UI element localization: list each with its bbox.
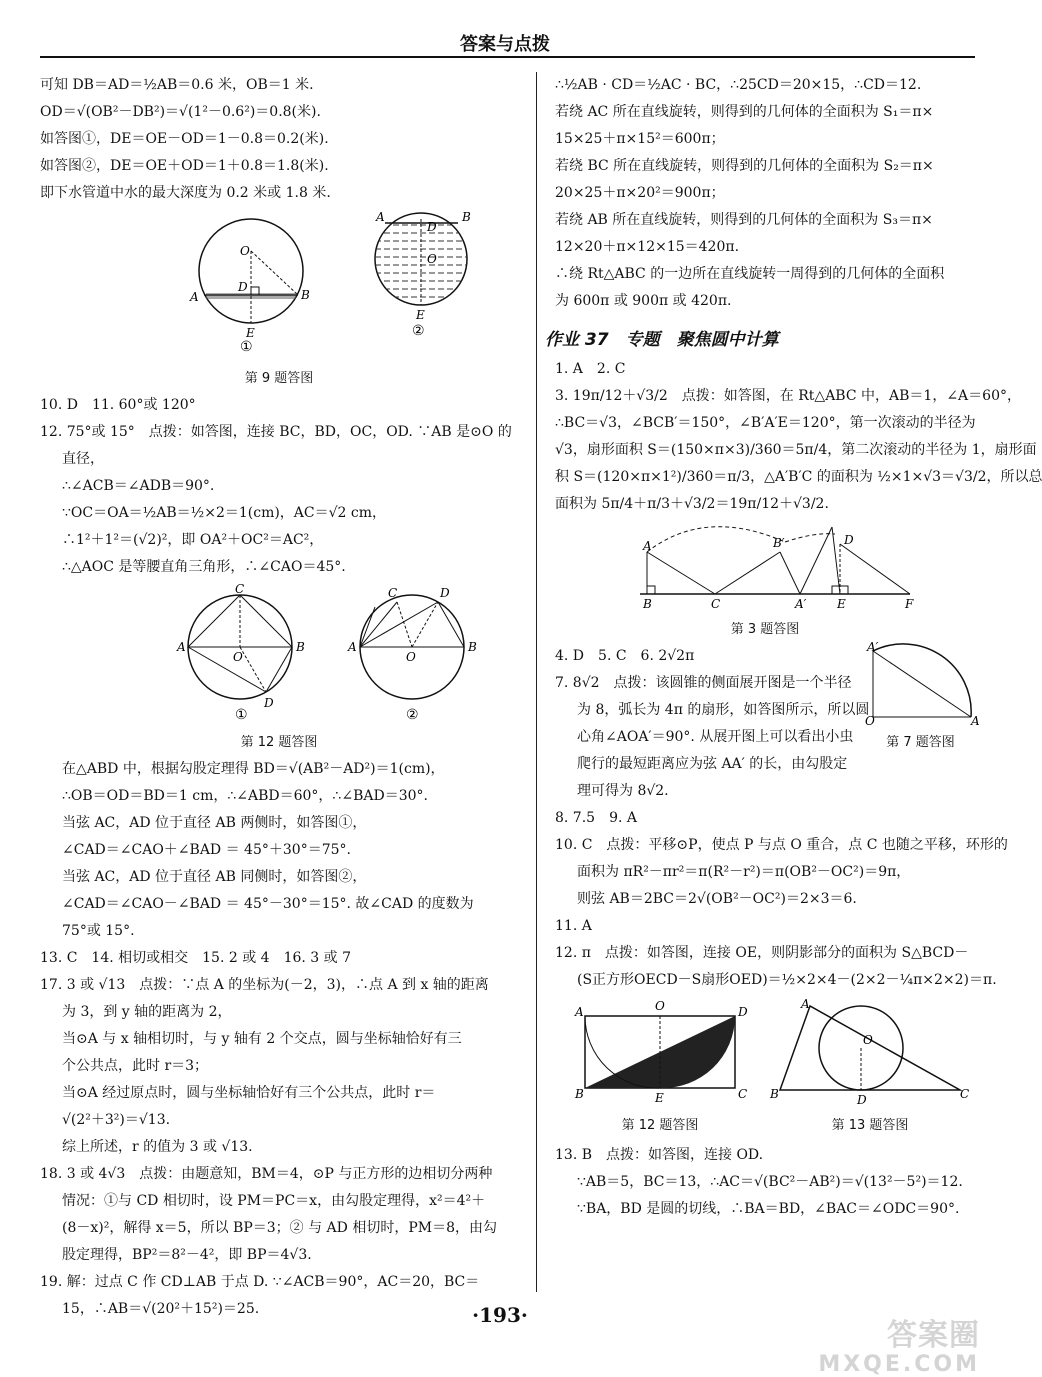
svg-text:E: E — [655, 1091, 664, 1105]
svg-text:O: O — [655, 999, 665, 1013]
text-line: 13. B 点拨：如答图，连接 OD. — [555, 1147, 764, 1163]
text-line: 20×25＋π×20²＝900π； — [555, 185, 725, 201]
svg-text:O: O — [233, 650, 243, 664]
svg-text:O: O — [865, 714, 875, 728]
figure-7-diagram — [863, 640, 980, 728]
text-line: 7. 8√2 点拨：该圆锥的侧面展开图是一个半径 — [555, 675, 852, 691]
text-line: ∴1²＋1²＝(√2)²，即 OA²＋OC²＝AC²， — [62, 532, 324, 548]
svg-text:B: B — [575, 1087, 584, 1101]
text-line: 当⊙A 与 x 轴相切时，与 y 轴有 2 个交点，圆与坐标轴恰好有三 — [62, 1031, 462, 1047]
figure-3-caption: 第 3 题答图 — [730, 622, 800, 637]
svg-text:A: A — [643, 539, 652, 553]
text-line: 11. A — [555, 918, 592, 934]
svg-text:C: C — [960, 1087, 970, 1101]
right-column — [545, 72, 1042, 1223]
svg-text:A: A — [575, 1005, 584, 1019]
text-line: 为 8，弧长为 4π 的扇形，如答图所示，所以圆 — [577, 702, 870, 718]
svg-text:A: A — [376, 210, 385, 224]
figure-3 — [555, 522, 975, 637]
page-header: 答案与点拨 — [460, 34, 550, 55]
svg-text:B: B — [462, 210, 471, 224]
text-line: 个公共点，此时 r＝3； — [62, 1058, 209, 1074]
svg-text:O: O — [863, 1033, 873, 1047]
page-number: ·193· — [472, 1303, 528, 1327]
figure-9-caption: 第 9 题答图 — [244, 371, 314, 386]
text-line: √(2²＋3²)＝√13. — [62, 1112, 171, 1128]
text-line: 即下水管道中水的最大深度为 0.2 米或 1.8 米. — [40, 185, 331, 201]
text-line: ∴∠ACB＝∠ADB＝90°. — [62, 478, 215, 494]
text-line: 10. D 11. 60°或 120° — [40, 397, 196, 413]
text-line: 3. 19π/12＋√3/2 点拨：如答图，在 Rt△ABC 中，AB＝1，∠A＝60°， — [555, 388, 1021, 404]
svg-text:A: A — [801, 997, 810, 1011]
figures-12-13 — [555, 998, 975, 1138]
svg-text:O: O — [240, 244, 250, 258]
svg-text:D: D — [427, 220, 437, 234]
header-rule — [40, 56, 975, 58]
svg-text:A: A — [971, 714, 980, 728]
svg-text:B: B — [296, 640, 305, 654]
text-line: 4. D 5. C 6. 2√2π — [555, 648, 695, 664]
svg-text:A′: A′ — [867, 640, 879, 654]
figure-12-left — [40, 582, 518, 750]
text-line: 则弦 AB＝2BC＝2√(OB²－OC²)＝2×3＝6. — [577, 891, 857, 907]
text-line: 75°或 15°. — [62, 923, 135, 939]
svg-text:A: A — [348, 640, 357, 654]
column-divider — [536, 72, 537, 1292]
text-line: 心角∠AOA′＝90°. 从展开图上可以看出小虫 — [577, 729, 854, 745]
svg-text:C: C — [738, 1087, 748, 1101]
text-line: 在△ABD 中，根据勾股定理得 BD＝√(AB²－AD²)＝1(cm)， — [62, 761, 445, 777]
text-line: 15×25＋π×15²＝600π； — [555, 131, 725, 147]
text-line: ∠CAD＝∠CAO－∠BAD ＝ 45°－30°＝15°. 故∠CAD 的度数为 — [62, 896, 474, 912]
watermark-logo — [780, 1310, 980, 1377]
section-title: 作业 37 专题 聚焦圆中计算 — [545, 330, 779, 350]
text-line: 1. A 2. C — [555, 361, 626, 377]
svg-text:O: O — [406, 650, 416, 664]
figure-13-caption: 第 13 题答图 — [831, 1118, 909, 1133]
text-line: ∴½AB · CD＝½AC · BC，∴25CD＝20×15，∴CD＝12. — [555, 77, 922, 93]
svg-text:D: D — [738, 1005, 748, 1019]
text-line: 12×20＋π×12×15＝420π. — [555, 239, 740, 255]
text-line: 15，∴AB＝√(20²＋15²)＝25. — [62, 1301, 260, 1317]
text-line: ∴BC＝√3，∠BCB′＝150°，∠B′A′E＝120°，第一次滚动的半径为 — [555, 415, 976, 431]
text-line: 综上所述，r 的值为 3 或 √13. — [62, 1139, 253, 1155]
text-line: (8－x)²，解得 x＝5，所以 BP＝3；② 与 AD 相切时，PM＝8，由勾 — [62, 1220, 498, 1236]
figure-9-label-2: ② — [412, 323, 425, 339]
text-line: 若绕 AB 所在直线旋转，则得到的几何体的全面积为 S₃＝π× — [555, 212, 933, 228]
text-line: 若绕 AC 所在直线旋转，则得到的几何体的全面积为 S₁＝π× — [555, 104, 934, 120]
text-line: (S正方形OECD－S扇形OED)＝½×2×4－(2×2－¼π×2×2)＝π. — [577, 972, 997, 988]
figure-12-caption: 第 12 题答图 — [240, 735, 318, 750]
figure-12-left-diagram — [40, 582, 518, 725]
text-line: 如答图②，DE＝OE＋OD＝1＋0.8＝1.8(米). — [40, 158, 329, 174]
text-line: ∴△AOC 是等腰直角三角形，∴∠CAO＝45°. — [62, 559, 346, 575]
text-line: 股定理得，BP²＝8²－4²，即 BP＝4√3. — [62, 1247, 312, 1263]
text-line: ∵BA，BD 是圆的切线，∴BA＝BD，∠BAC＝∠ODC＝90°. — [577, 1201, 960, 1217]
text-line: ∴绕 Rt△ABC 的一边所在直线旋转一周得到的几何体的全面积 — [555, 266, 945, 282]
text-line: ∴OB＝OD＝BD＝1 cm，∴∠ABD＝60°，∴∠BAD＝30°. — [62, 788, 428, 804]
svg-text:C: C — [235, 582, 245, 596]
svg-text:O: O — [427, 252, 437, 266]
text-line: 情况：①与 CD 相切时，设 PM＝PC＝x，由勾股定理得，x²＝4²＋ — [62, 1193, 486, 1209]
text-line: 13. C 14. 相切或相交 15. 2 或 4 16. 3 或 7 — [40, 950, 352, 966]
svg-text:D: D — [238, 280, 248, 294]
text-line: 18. 3 或 4√3 点拨：由题意知，BM＝4，⊙P 与正方形的边相切分两种 — [40, 1166, 493, 1182]
text-line: 若绕 BC 所在直线旋转，则得到的几何体的全面积为 S₂＝π× — [555, 158, 934, 174]
text-line: 当⊙A 经过原点时，圆与坐标轴恰好有三个公共点，此时 r＝ — [62, 1085, 436, 1101]
text-line: 爬行的最短距离应为弦 AA′ 的长，由勾股定 — [577, 756, 848, 772]
svg-text:B: B — [468, 640, 477, 654]
text-line: 理可得为 8√2. — [577, 783, 669, 799]
text-line: 12. 75°或 15° 点拨：如答图，连接 BC，BD，OC，OD. ∵AB 是⊙O 的 — [40, 424, 512, 440]
text-line: ∠CAD＝∠CAO＋∠BAD ＝ 45°＋30°＝75°. — [62, 842, 351, 858]
svg-text:F: F — [905, 597, 914, 611]
svg-text:D: D — [844, 533, 854, 547]
text-line: √3，扇形面积 S＝(150×π×3)/360＝5π/4，第二次滚动的半径为 1，扇形面 — [555, 442, 1037, 458]
figure-3-diagram — [555, 522, 975, 612]
watermark-text: 答案圈 — [887, 1318, 980, 1353]
text-line: 10. C 点拨：平移⊙P，使点 P 与点 O 重合，点 C 也随之平移，环形的 — [555, 837, 1008, 853]
text-line: 当弦 AC，AD 位于直径 AB 两侧时，如答图①， — [62, 815, 367, 831]
figure-12-label-2: ② — [406, 707, 419, 723]
svg-text:E: E — [246, 326, 255, 340]
text-line: 为 3，到 y 轴的距离为 2， — [62, 1004, 232, 1020]
svg-text:B: B — [643, 597, 652, 611]
figure-7-caption: 第 7 题答图 — [886, 735, 955, 750]
text-line: 12. π 点拨：如答图，连接 OE，则阴影部分的面积为 S△BCD－ — [555, 945, 969, 961]
text-line: 19. 解：过点 C 作 CD⊥AB 于点 D. ∵∠ACB＝90°，AC＝20，BC＝ — [40, 1274, 480, 1290]
text-line: 8. 7.5 9. A — [555, 810, 637, 826]
text-line: ∵AB＝5，BC＝13，∴AC＝√(BC²－AB²)＝√(13²－5²)＝12. — [577, 1174, 963, 1190]
text-line: 当弦 AC，AD 位于直径 AB 同侧时，如答图②， — [62, 869, 367, 885]
figure-9 — [40, 211, 518, 386]
text-line: 如答图①，DE＝OE－OD＝1－0.8＝0.2(米). — [40, 131, 329, 147]
svg-text:B: B — [301, 288, 310, 302]
figure-9-diagram — [40, 211, 518, 361]
text-line: 直径， — [62, 451, 104, 467]
left-column — [40, 72, 518, 1323]
figure-12-label-1: ① — [235, 707, 248, 723]
figure-7 — [863, 640, 980, 756]
svg-text:A: A — [177, 640, 186, 654]
svg-text:D: D — [264, 696, 274, 710]
figure-12-right-caption: 第 12 题答图 — [621, 1118, 699, 1133]
svg-text:E: E — [837, 597, 846, 611]
text-line: 为 600π 或 900π 或 420π. — [555, 293, 732, 309]
svg-text:A: A — [190, 290, 199, 304]
svg-text:E: E — [416, 308, 425, 322]
text-line: 积 S＝(120×π×1²)/360＝π/3，△A′B′C 的面积为 ½×1×√3＝√3/2，所以总 — [555, 469, 1042, 485]
svg-text:D: D — [857, 1093, 867, 1107]
text-line: 17. 3 或 √13 点拨：∵点 A 的坐标为(－2，3)，∴点 A 到 x 轴的距离 — [40, 977, 489, 993]
svg-text:C: C — [711, 597, 721, 611]
text-line: 面积为 πR²－πr²＝π(R²－r²)＝π(OB²－OC²)＝9π， — [577, 864, 911, 880]
svg-text:B: B — [770, 1087, 779, 1101]
figure-9-label-1: ① — [240, 339, 253, 355]
text-line: OD＝√(OB²－DB²)＝√(1²－0.6²)＝0.8(米). — [40, 104, 321, 120]
watermark-url: MXQE.COM — [818, 1352, 980, 1377]
text-line: ∵OC＝OA＝½AB＝½×2＝1(cm)，AC＝√2 cm， — [62, 505, 387, 521]
text-line: 可知 DB＝AD＝½AB＝0.6 米，OB＝1 米. — [40, 77, 314, 93]
figures-12-13-diagram — [555, 998, 975, 1108]
svg-text:D: D — [440, 586, 450, 600]
svg-text:C: C — [388, 586, 398, 600]
svg-text:A′: A′ — [795, 597, 807, 611]
svg-text:B′: B′ — [773, 536, 785, 550]
text-line: 面积为 5π/4＋π/3＋√3/2＝19π/12＋√3/2. — [555, 496, 829, 512]
